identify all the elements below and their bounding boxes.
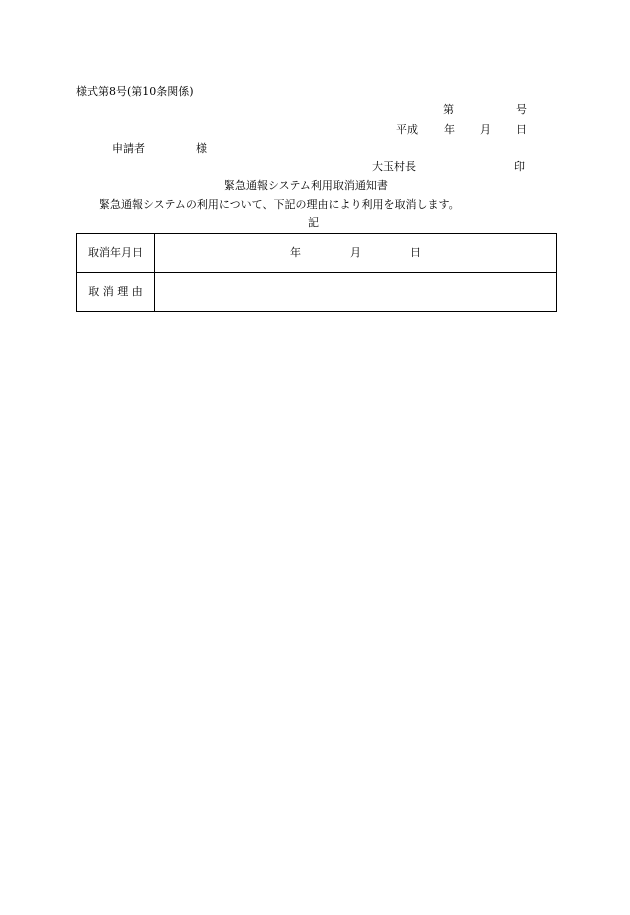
doc-number-prefix: 第 [443,103,454,116]
cancel-reason-value [155,273,557,312]
doc-number-suffix: 号 [516,103,527,116]
cancellation-table [76,233,557,312]
cancel-reason-label: 取 消 理 由 [77,273,155,312]
document-title: 緊急通報システム利用取消通知書 [224,179,388,192]
date-month: 月 [480,123,491,136]
body-text: 緊急通報システムの利用について、下記の理由により利用を取消します。 [99,198,460,211]
table-row [77,234,557,273]
ki-label: 記 [308,216,319,229]
table-row [77,273,557,312]
date-era: 平成 [396,123,418,136]
form-number: 様式第8号(第10条関係) [76,85,194,98]
cancel-date-label: 取消年月日 [77,234,155,273]
issuer-name: 大玉村長 [372,160,416,173]
applicant-label: 申請者 [112,142,145,155]
cancel-date-year: 年 [290,246,301,259]
cancel-date-month: 月 [350,246,361,259]
date-day: 日 [516,123,527,136]
cancel-date-day: 日 [410,246,421,259]
issuer-seal: 印 [514,160,525,173]
date-year: 年 [444,123,455,136]
applicant-honorific: 様 [196,142,207,155]
cancel-date-value [155,234,557,273]
